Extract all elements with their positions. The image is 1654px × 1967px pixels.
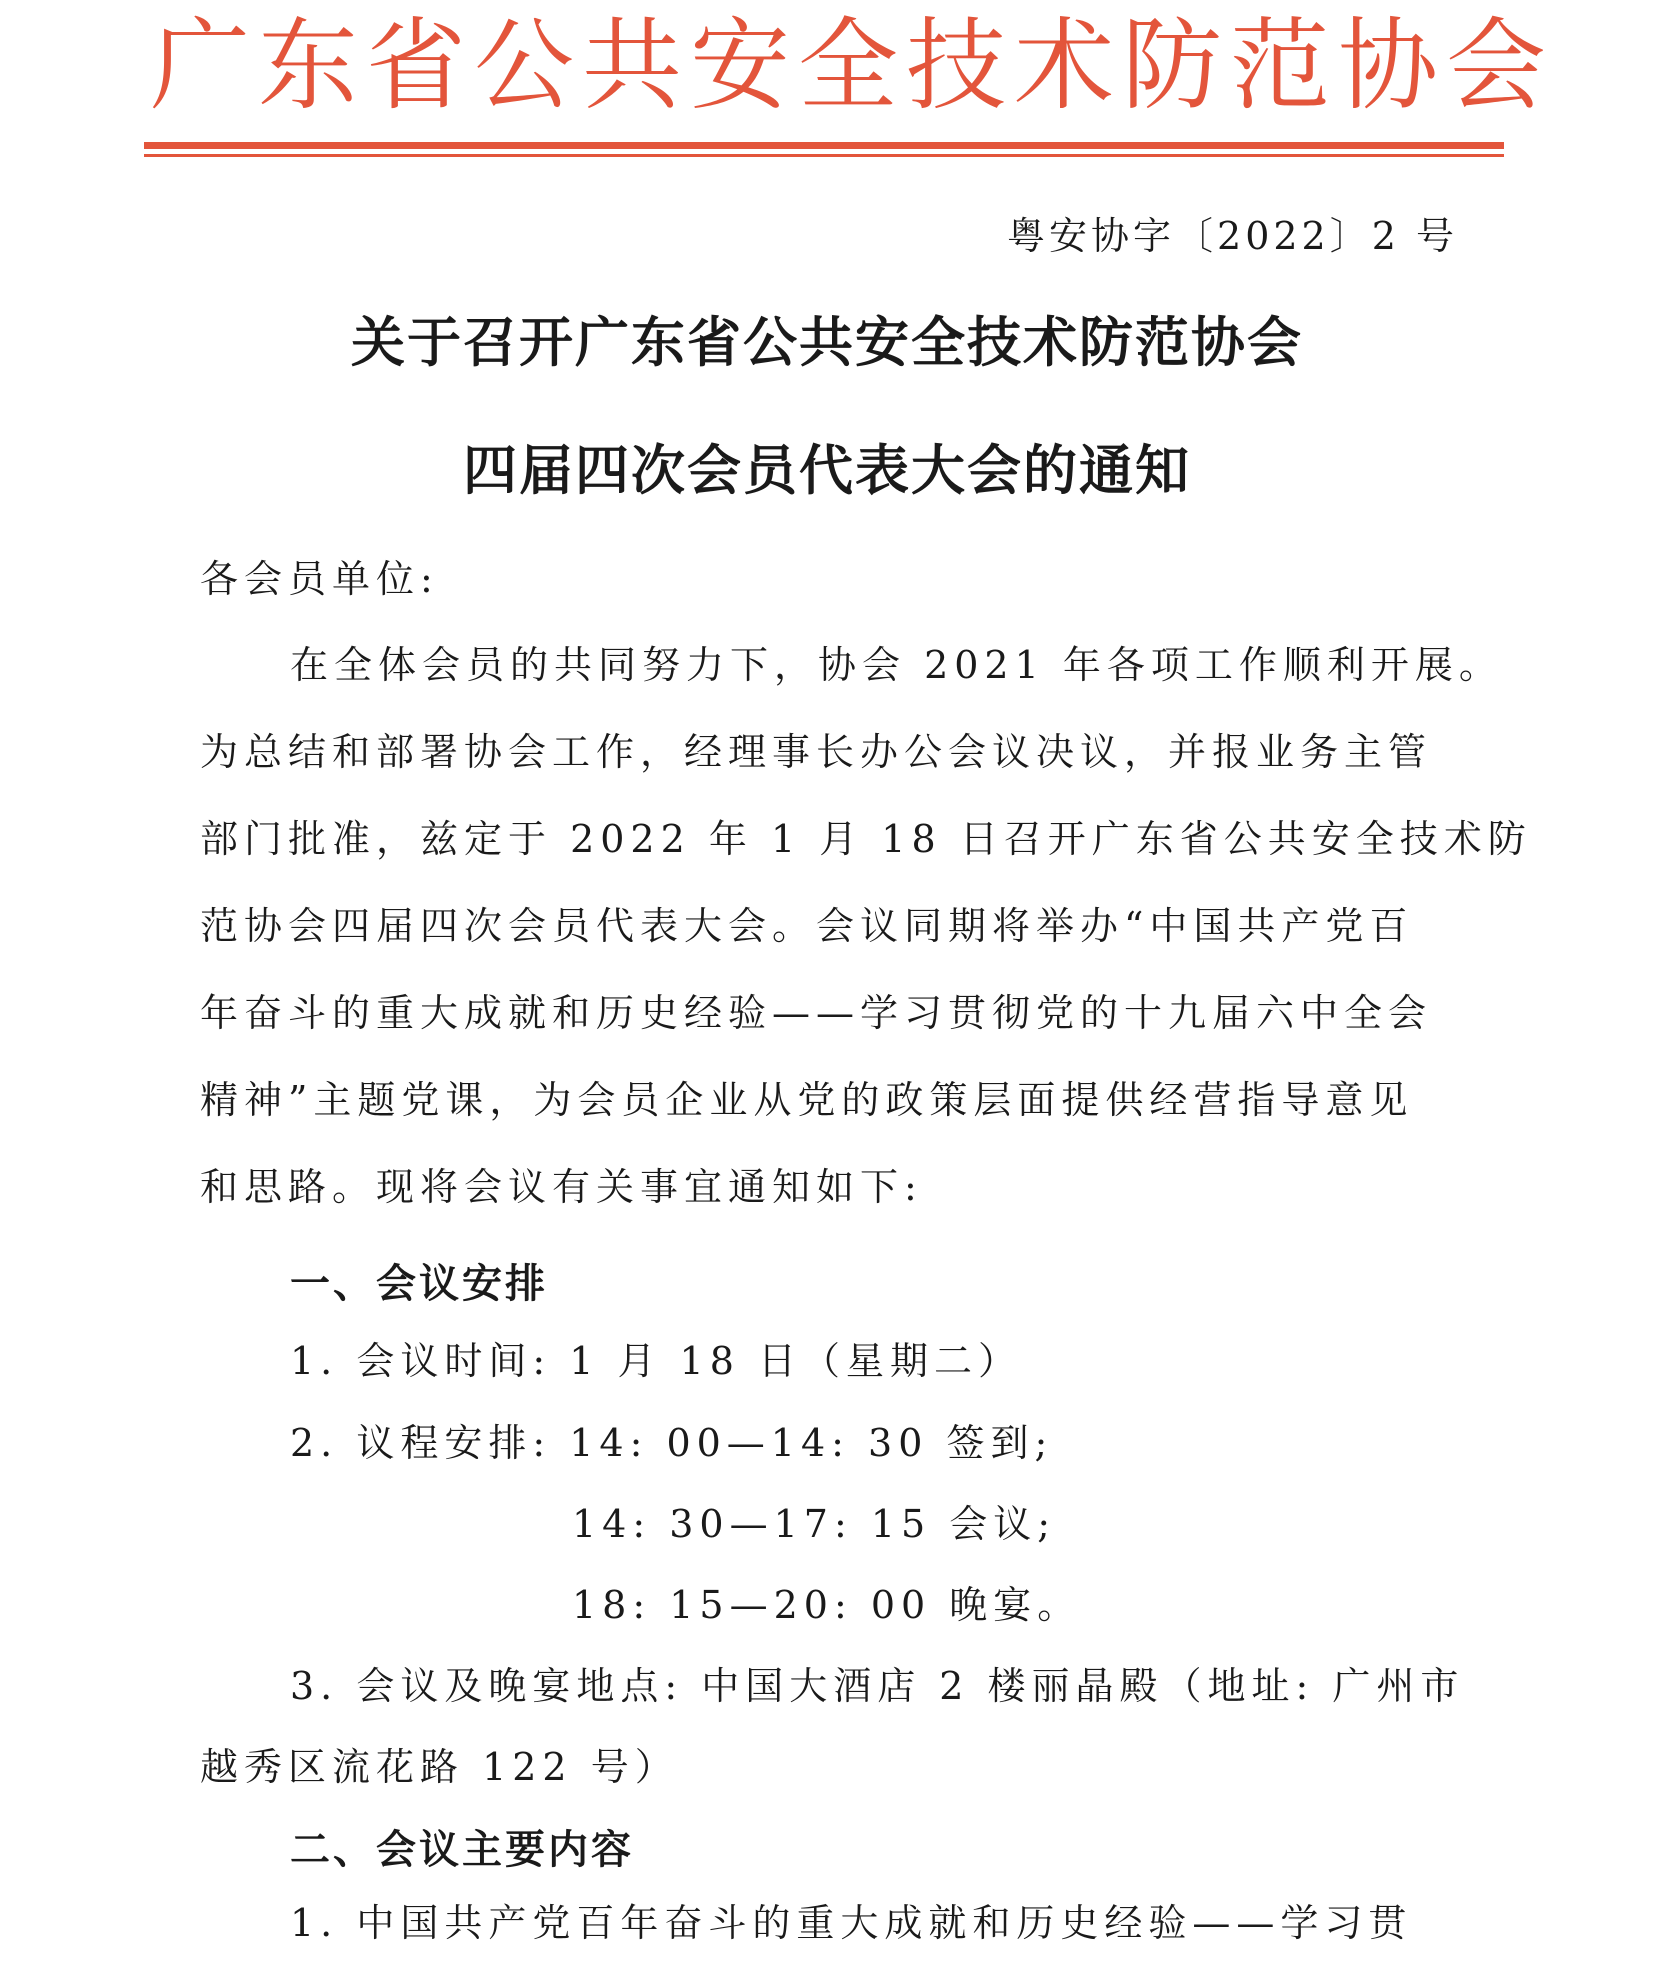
letterhead-red-rule-thin <box>144 154 1504 157</box>
intro-line: 部门批准，兹定于 2022 年 1 月 18 日召开广东省公共安全技术防 <box>200 817 1532 861</box>
letterhead-org-name: 广东省公共安全技术防范协会 <box>150 7 1554 124</box>
salutation: 各会员单位: <box>200 557 439 601</box>
document-number: 粤安协字〔2022〕2 号 <box>1007 214 1458 258</box>
venue-item-line: 越秀区流花路 122 号） <box>200 1745 679 1789</box>
agenda-item: 2. 议程安排: 14: 00—14: 30 签到; <box>290 1421 1054 1465</box>
agenda-item-line: 14: 30—17: 15 会议; <box>572 1502 1057 1546</box>
notice-title-line-2: 四届四次会员代表大会的通知 <box>463 439 1191 502</box>
meeting-time-item: 1. 会议时间: 1 月 18 日（星期二） <box>290 1339 1022 1383</box>
notice-title-line-1: 关于召开广东省公共安全技术防范协会 <box>351 311 1303 374</box>
intro-line: 为总结和部署协会工作，经理事长办公会议决议，并报业务主管 <box>200 730 1433 774</box>
intro-line: 在全体会员的共同努力下，协会 2021 年各项工作顺利开展。 <box>290 643 1503 687</box>
main-content-item: 1. 中国共产党百年奋斗的重大成就和历史经验——学习贯 <box>290 1901 1413 1945</box>
agenda-item-line: 18: 15—20: 00 晚宴。 <box>572 1583 1082 1627</box>
intro-line: 范协会四届四次会员代表大会。会议同期将举办“中国共产党百 <box>200 904 1414 948</box>
letterhead-red-rule <box>144 142 1504 149</box>
intro-line: 精神”主题党课，为会员企业从党的政策层面提供经营指导意见 <box>200 1078 1414 1122</box>
intro-line: 年奋斗的重大成就和历史经验——学习贯彻党的十九届六中全会 <box>200 991 1433 1035</box>
section-heading-arrangements: 一、会议安排 <box>290 1261 548 1307</box>
intro-line: 和思路。现将会议有关事宜通知如下: <box>200 1165 923 1209</box>
section-heading-main-content: 二、会议主要内容 <box>290 1827 634 1873</box>
venue-item: 3. 会议及晚宴地点: 中国大酒店 2 楼丽晶殿（地址: 广州市 <box>290 1664 1465 1708</box>
